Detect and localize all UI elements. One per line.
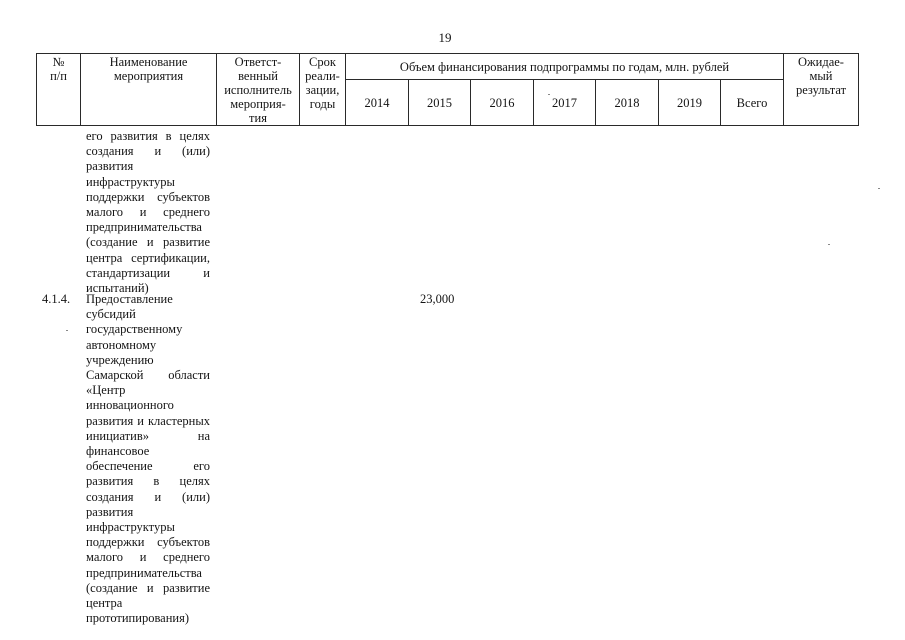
- header-responsible-line: исполнитель: [224, 83, 292, 97]
- row-number: 4.1.4.: [42, 292, 71, 306]
- header-result-line: Ожидае-: [798, 55, 844, 69]
- row-continuation-text: его развития в целях создания и (или) развития инфраструктуры поддержки субъектов малого и среднего предпринимательства (создание и развитие центра сертификации, стандартизации и испытаний): [86, 129, 210, 296]
- header-responsible-line: Ответст-: [234, 55, 282, 69]
- header-year-2016: 2016: [471, 80, 534, 126]
- header-result-cell: [784, 54, 859, 126]
- header-year-2014: 2014: [346, 80, 409, 126]
- header-term-line: зации,: [305, 83, 340, 97]
- table-header: [36, 53, 859, 126]
- header-year-2017: 2017: [534, 80, 596, 126]
- row-description-text: Предоставление субсидий государственному автономному учреждению Самарской области «Центр инновационного развития и кластерных инициатив» на финансовое обеспечение его развития в целях создания и (или) развития инфраструктуры поддержки субъектов малого и среднего предпринимательства (создание и развитие центра прототипирования): [86, 292, 210, 626]
- scan-speck: [828, 244, 830, 245]
- header-result-line: мый: [809, 69, 833, 83]
- header-year-2019: 2019: [659, 80, 721, 126]
- header-number-line: п/п: [50, 69, 67, 83]
- header-name-cell: [81, 54, 217, 126]
- amount-2015: 23,000: [420, 292, 455, 306]
- header-year-total: Всего: [721, 80, 784, 126]
- header-responsible-line: тия: [249, 111, 267, 125]
- header-number-cell: [37, 54, 81, 126]
- header-name-line: Наименование: [109, 55, 188, 69]
- header-year-2018: 2018: [596, 80, 659, 126]
- header-funding-title: Объем финансирования подпрограммы по годам, млн. рублей: [346, 54, 784, 80]
- header-term-line: годы: [309, 97, 336, 111]
- scan-speck: [878, 188, 880, 189]
- header-responsible-line: мероприя-: [230, 97, 286, 111]
- page-number: 19: [438, 30, 452, 45]
- header-result-line: результат: [795, 83, 847, 97]
- header-number-line: №: [52, 55, 65, 69]
- header-name-line: мероприятия: [113, 69, 184, 83]
- header-responsible-line: венный: [238, 69, 278, 83]
- header-term-line: Срок: [309, 55, 336, 69]
- header-term-line: реали-: [305, 69, 340, 83]
- header-responsible-cell: [217, 54, 300, 126]
- header-year-2015: 2015: [409, 80, 471, 126]
- scan-speck: [548, 94, 550, 95]
- scan-speck: [66, 330, 68, 331]
- header-term-cell: [300, 54, 346, 126]
